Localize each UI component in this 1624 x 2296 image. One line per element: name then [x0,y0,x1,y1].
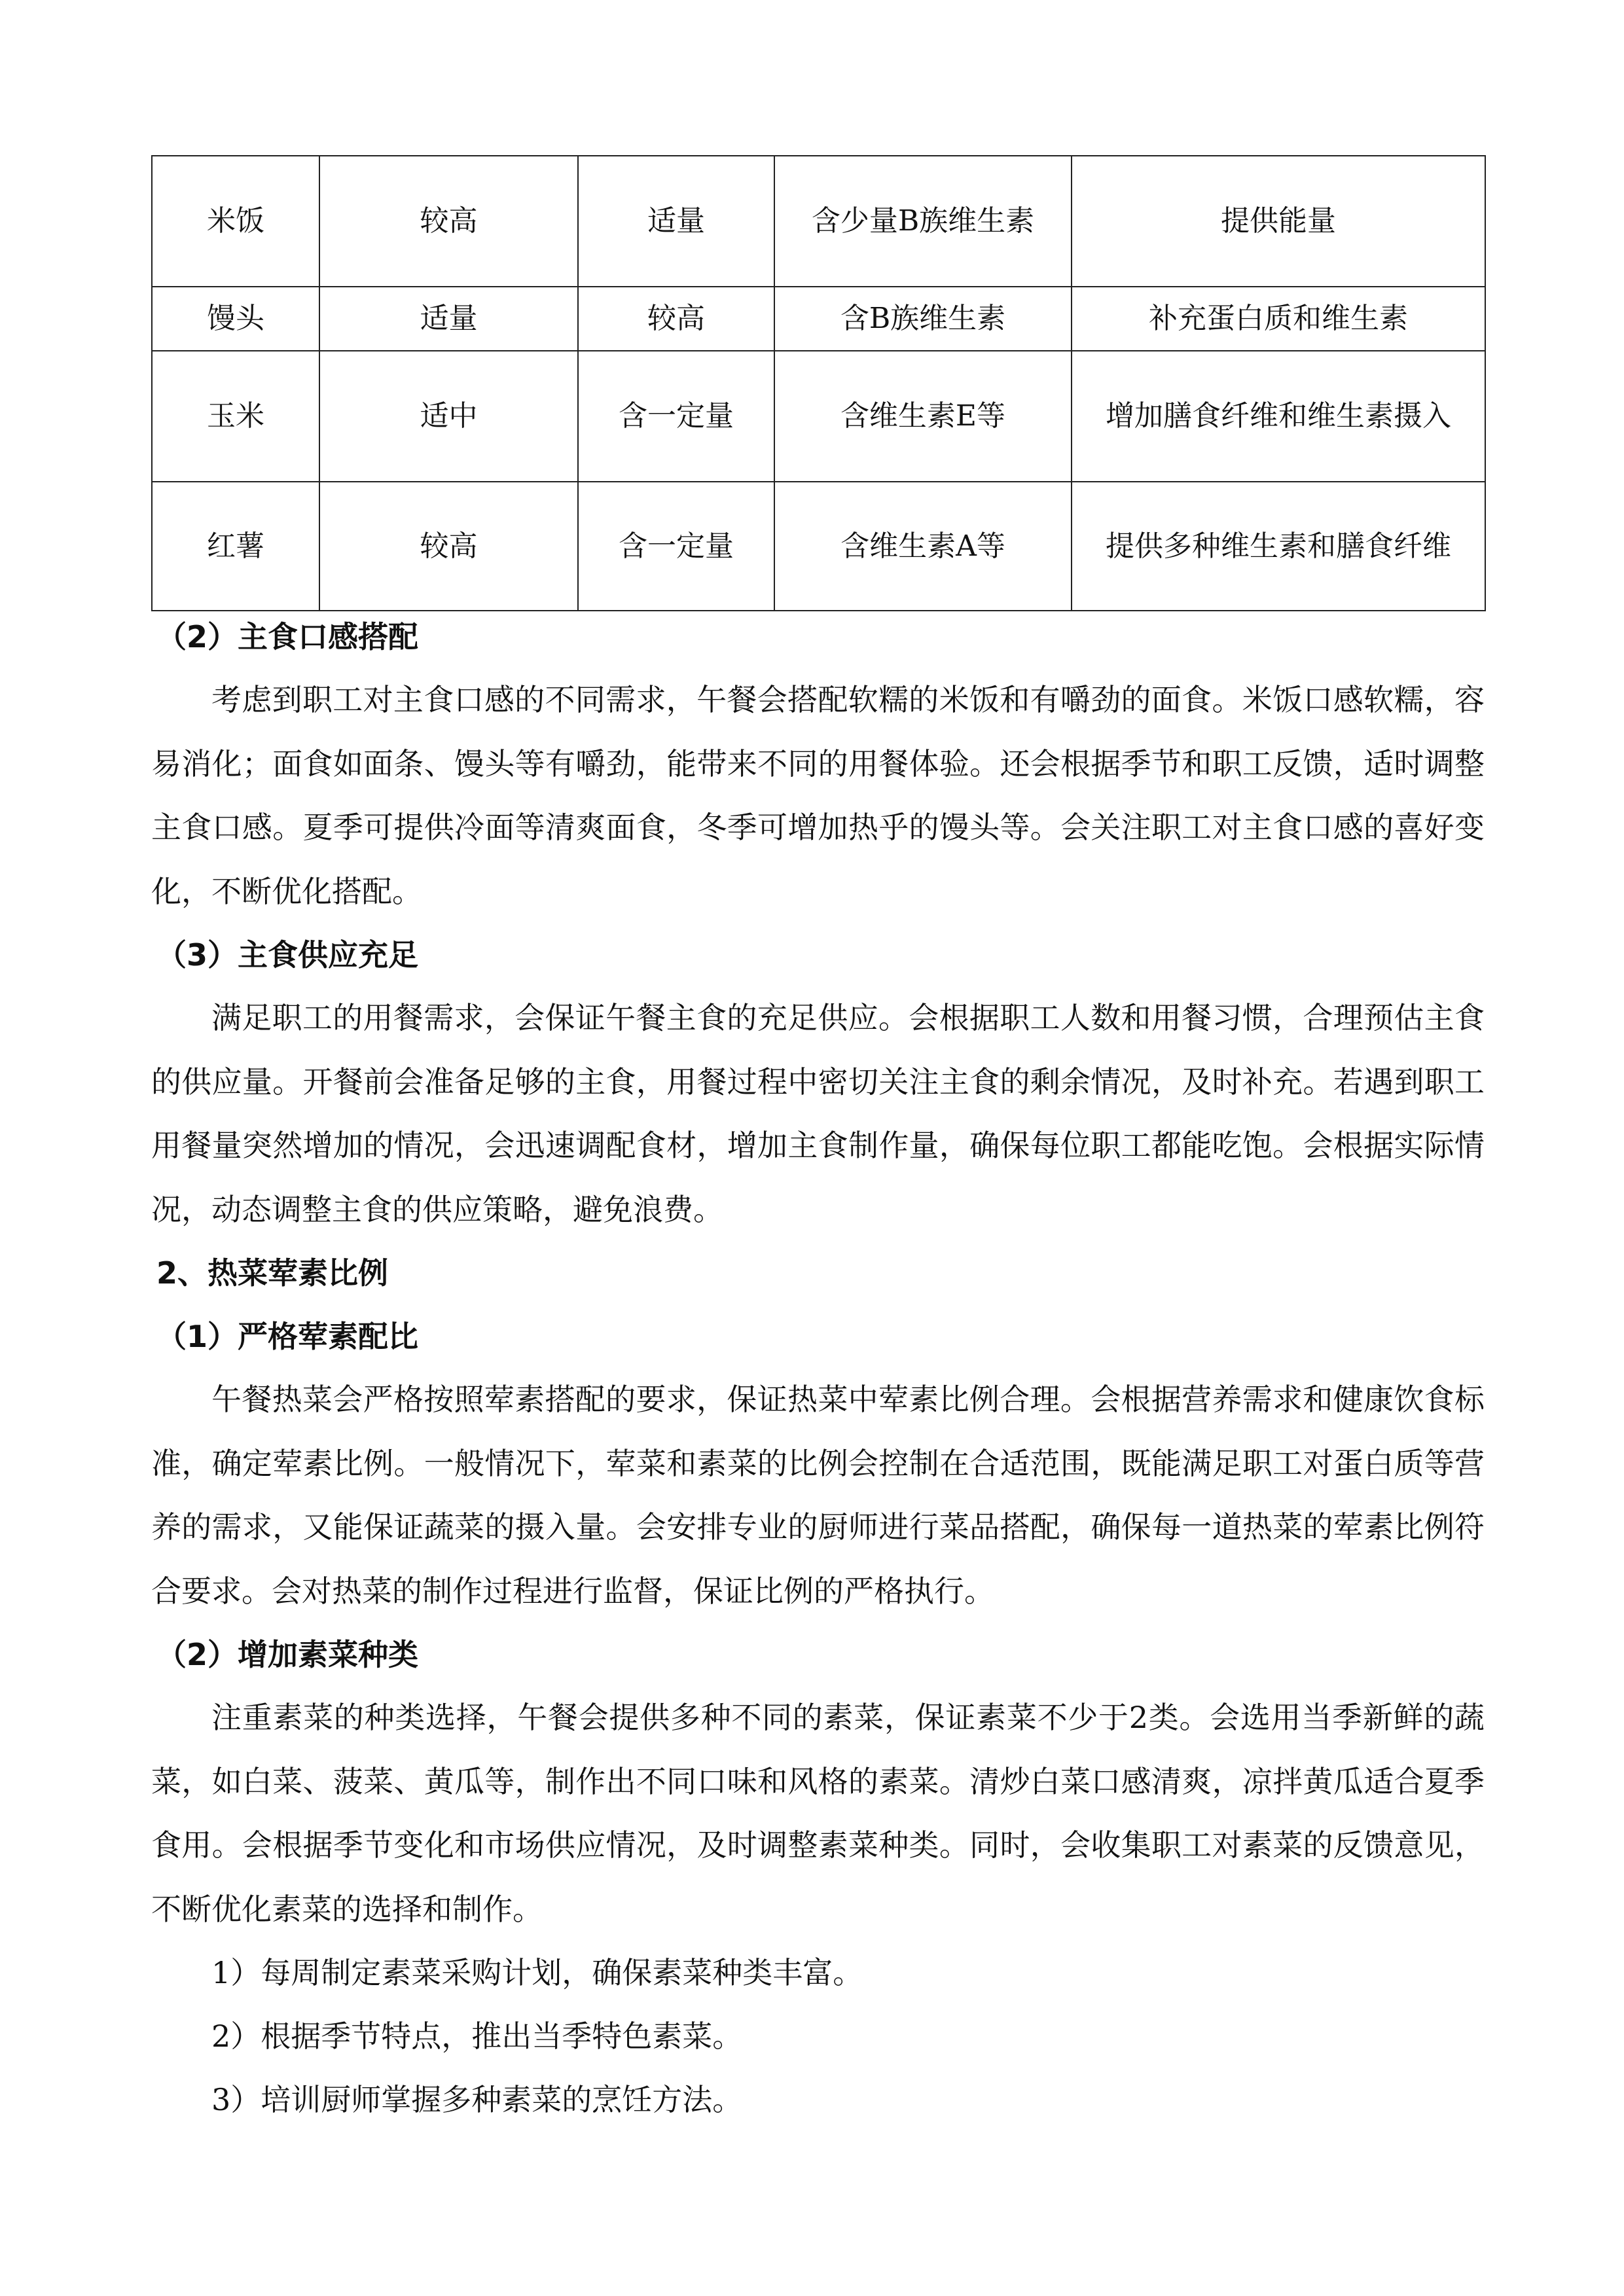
list-item: 1）每周制定素菜采购计划，确保素菜种类丰富。 [211,1955,863,1990]
table-cell: 提供多种维生素和膳食纤维 [1072,482,1485,611]
table-cell: 补充蛋白质和维生素 [1072,287,1485,351]
table-row [152,156,1485,287]
table-cell: 含维生素A等 [774,482,1072,611]
table-cell: 增加膳食纤维和维生素摄入 [1072,351,1485,482]
table-cell: 较高 [319,482,578,611]
table-cell: 米饭 [152,156,319,287]
table-cell: 提供能量 [1072,156,1485,287]
table-cell: 含一定量 [578,351,774,482]
table-cell: 适中 [319,351,578,482]
table-row [152,287,1485,351]
table-cell: 含维生素E等 [774,351,1072,482]
table-cell: 馒头 [152,287,319,351]
section-heading-ratio: （1）严格荤素配比 [156,1319,419,1354]
table-cell: 适量 [319,287,578,351]
table-row [152,351,1485,482]
table-cell: 较高 [319,156,578,287]
table-cell: 红薯 [152,482,319,611]
section-heading-vegetables: （2）增加素菜种类 [156,1637,419,1672]
table-cell: 玉米 [152,351,319,482]
body-content [151,605,1485,2132]
table-cell: 适量 [578,156,774,287]
paragraph-vegetables: 注重素菜的种类选择，午餐会提供多种不同的素菜，保证素菜不少于2类。会选用当季新鲜的蔬菜，如白菜、菠菜、黄瓜等，制作出不同口味和风格的素菜。清炒白菜口感清爽，凉拌黄瓜适合夏季食用。会根据季节变化和市场供应情况，及时调整素菜种类。同时，会收集职工对素菜的反馈意见，不断优化素菜的选择和制作。 [151,1700,1485,1927]
list-item: 3）培训厨师掌握多种素菜的烹饪方法。 [211,2082,743,2117]
section-heading-hot-dish: 2、热菜荤素比例 [156,1255,389,1291]
list-item: 2）根据季节特点，推出当季特色素菜。 [211,2018,743,2054]
table-cell: 含B族维生素 [774,287,1072,351]
table-cell: 较高 [578,287,774,351]
paragraph-ratio: 午餐热菜会严格按照荤素搭配的要求，保证热菜中荤素比例合理。会根据营养需求和健康饮食标准，确定荤素比例。一般情况下，荤菜和素菜的比例会控制在合适范围，既能满足职工对蛋白质等营养的需求，又能保证蔬菜的摄入量。会安排专业的厨师进行菜品搭配，确保每一道热菜的荤素比例符合要求。会对热菜的制作过程进行监督，保证比例的严格执行。 [151,1382,1485,1609]
table-cell: 含少量B族维生素 [774,156,1072,287]
table-row [152,482,1485,611]
section-heading-supply: （3）主食供应充足 [156,937,419,973]
paragraph-taste: 考虑到职工对主食口感的不同需求，午餐会搭配软糯的米饭和有嚼劲的面食。米饭口感软糯，容易消化；面食如面条、馒头等有嚼劲，能带来不同的用餐体验。还会根据季节和职工反馈，适时调整主食口感。夏季可提供冷面等清爽面食，冬季可增加热乎的馒头等。会关注职工对主食口感的喜好变化，不断优化搭配。 [151,682,1485,909]
section-heading-taste: （2）主食口感搭配 [156,619,419,655]
staple-nutrition-table [151,155,1486,611]
paragraph-supply: 满足职工的用餐需求，会保证午餐主食的充足供应。会根据职工人数和用餐习惯，合理预估主食的供应量。开餐前会准备足够的主食，用餐过程中密切关注主食的剩余情况，及时补充。若遇到职工用餐量突然增加的情况，会迅速调配食材，增加主食制作量，确保每位职工都能吃饱。会根据实际情况，动态调整主食的供应策略，避免浪费。 [151,1000,1485,1227]
table-cell: 含一定量 [578,482,774,611]
